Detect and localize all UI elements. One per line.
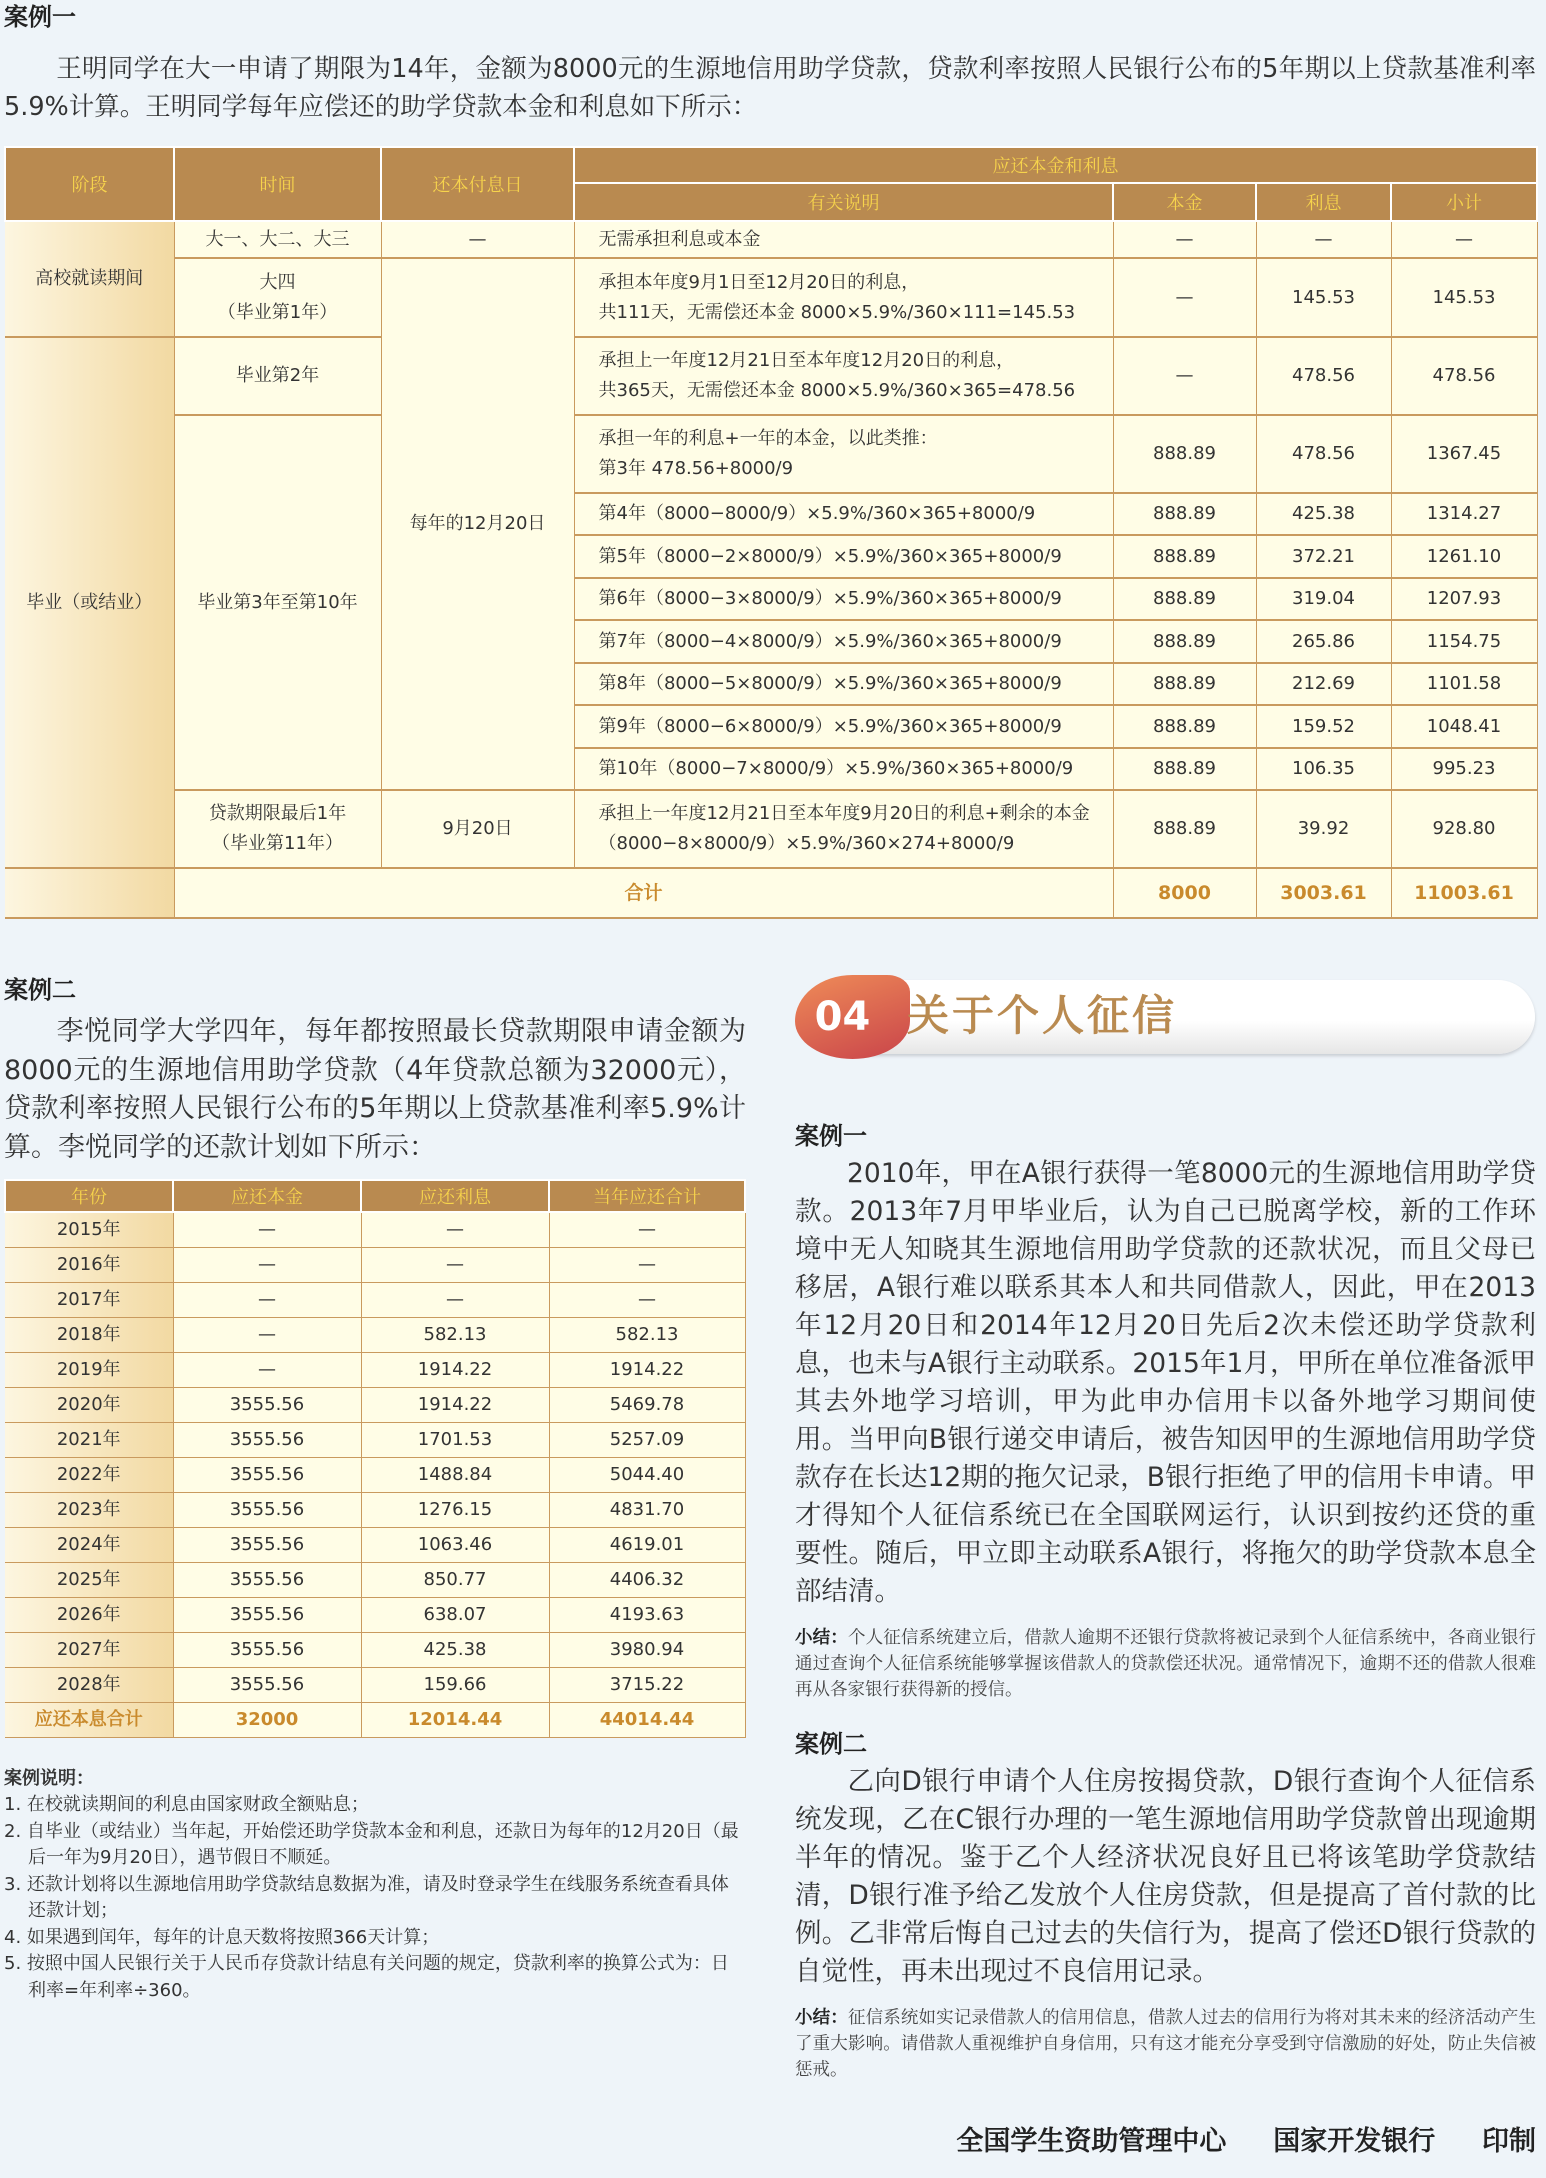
- subtotal-cell: 995.23: [1391, 748, 1537, 790]
- year-cell: 2027年: [5, 1632, 173, 1667]
- case1-heading: 案例一: [4, 3, 76, 31]
- stage-cell: 毕业（或结业）: [5, 337, 174, 868]
- subtotal-cell: 1207.93: [1391, 578, 1537, 620]
- credit-case2-paragraph: [795, 1763, 1536, 1991]
- credit-case1-summary: [795, 1625, 1536, 1703]
- subtotal-cell: 145.53: [1391, 258, 1537, 337]
- left-column: [4, 975, 746, 2158]
- table-row: [5, 1562, 745, 1597]
- interest-cell: 159.52: [1256, 705, 1391, 748]
- principal-cell: —: [173, 1212, 361, 1247]
- total-cell: 3980.94: [549, 1632, 745, 1667]
- header-stage: 阶段: [5, 147, 174, 221]
- interest-cell: 478.56: [1256, 415, 1391, 493]
- interest-cell: 1488.84: [361, 1457, 549, 1492]
- desc-line: 承担本年度9月1日至12月20日的利息，: [598, 271, 920, 293]
- interest-cell: 145.53: [1256, 258, 1391, 337]
- stage-cell: 高校就读期间: [5, 221, 174, 337]
- desc-line: （8000−8×8000/9）×5.9%/360×274+8000/9: [598, 833, 1015, 854]
- notes-title: 案例说明：: [4, 1767, 94, 1789]
- note-item: 3. 还款计划将以生源地信用助学贷款结息数据为准，请及时登录学生在线服务系统查看具体还款计划；: [4, 1873, 729, 1921]
- principal-cell: 3555.56: [173, 1492, 361, 1527]
- total-stage-cell: [5, 868, 174, 918]
- credit-case1-heading: 案例一: [795, 1122, 867, 1150]
- interest-cell: 12014.44: [361, 1702, 549, 1737]
- table-row: [5, 337, 1537, 415]
- desc-cell: [574, 337, 1113, 415]
- desc-line: 第6年（8000−3×8000/9）×5.9%/360×365+8000/9: [598, 588, 1062, 609]
- table-row: [5, 258, 1537, 337]
- total-cell: 5257.09: [549, 1422, 745, 1457]
- repayment-table-case1: [4, 146, 1538, 919]
- desc-line: 共111天，无需偿还本金 8000×5.9%/360×111=145.53: [598, 301, 1076, 323]
- time-line: 毕业第2年: [235, 365, 320, 386]
- date-cell: 9月20日: [381, 790, 574, 868]
- desc-cell: [574, 705, 1113, 748]
- table-row: [5, 1457, 745, 1492]
- year-cell: 2015年: [5, 1212, 173, 1247]
- year-cell: 2021年: [5, 1422, 173, 1457]
- date-cell: —: [381, 221, 574, 258]
- header-time: 时间: [174, 147, 381, 221]
- section-number-badge: 04: [795, 975, 910, 1059]
- subtotal-cell: 1101.58: [1391, 663, 1537, 705]
- credit-case1-text: 2010年，甲在A银行获得一笔8000元的生源地信用助学贷款。2013年7月甲毕业后，认为自己已脱离学校，新的工作环境中无人知晓其生源地信用助学贷款的还款状况，而且父母已移居，A银行难以联系其本人和共同借款人，因此，甲在2013年12月20日和2014年12月20日先后2次未偿还助学贷款利息，也未与A银行主动联系。2015年1月，甲所在单位准备派甲其去外地学习培训，甲为此申办信用卡以备外地学习期间使用。当甲向B银行递交申请后，被告知因甲的生源地信用助学贷款存在长达12期的拖欠记录，B银行拒绝了甲的信用卡申请。甲才得知个人征信系统已在全国联网运行，认识到按约还贷的重要性。随后，甲立即主动联系A银行，将拖欠的助学贷款本息全部结清。: [795, 1158, 1536, 1607]
- principal-cell: —: [173, 1317, 361, 1352]
- table-row: [5, 1597, 745, 1632]
- desc-line: 无需承担利息或本金: [598, 228, 761, 250]
- subtotal-cell: 1367.45: [1391, 415, 1537, 493]
- desc-line: 第7年（8000−4×8000/9）×5.9%/360×365+8000/9: [598, 630, 1062, 652]
- time-line: 毕业第3年至第10年: [197, 591, 358, 613]
- principal-cell: 3555.56: [173, 1387, 361, 1422]
- case1-paragraph: [4, 50, 1536, 126]
- interest-cell: 159.66: [361, 1667, 549, 1702]
- credit-case2-text: 乙向D银行申请个人住房按揭贷款，D银行查询个人征信系统发现，乙在C银行办理的一笔生源地信用助学贷款曾出现逾期半年的情况。鉴于乙个人经济状况良好且已将该笔助学贷款结清，D银行准予给乙发放个人住房贷款，但是提高了首付款的比例。乙非常后悔自己过去的失信行为，提高了偿还D银行贷款的自觉性，再未出现过不良信用记录。: [795, 1766, 1536, 1987]
- header-col-3: 当年应还合计: [549, 1180, 745, 1212]
- principal-cell: 888.89: [1113, 620, 1256, 663]
- interest-cell: —: [361, 1247, 549, 1282]
- desc-cell: [574, 535, 1113, 578]
- repayment-table-case2: [4, 1179, 746, 1738]
- table-row: [5, 1632, 745, 1667]
- desc-line: 第10年（8000−7×8000/9）×5.9%/360×365+8000/9: [598, 758, 1074, 779]
- desc-line: 承担一年的利息+一年的本金，以此类推：: [598, 428, 938, 449]
- total-cell: —: [549, 1282, 745, 1317]
- total-cell: —: [549, 1247, 745, 1282]
- date-cell: 每年的12月20日: [381, 258, 574, 790]
- desc-line: 第4年（8000−8000/9）×5.9%/360×365+8000/9: [598, 503, 1036, 524]
- total-cell: —: [549, 1212, 745, 1247]
- subtotal-cell: —: [1391, 221, 1537, 258]
- note-item: 1. 在校就读期间的利息由国家财政全额贴息；: [4, 1794, 369, 1815]
- subtotal-cell: 1314.27: [1391, 493, 1537, 535]
- principal-cell: 3555.56: [173, 1667, 361, 1702]
- principal-cell: 888.89: [1113, 705, 1256, 748]
- principal-cell: —: [173, 1247, 361, 1282]
- summary-label: 小结：: [795, 1628, 848, 1648]
- note-item: 4. 如果遇到闰年，每年的计息天数将按照366天计算；: [4, 1926, 440, 1948]
- principal-cell: 888.89: [1113, 578, 1256, 620]
- desc-cell: [574, 493, 1113, 535]
- case1-paragraph-text: 王明同学在大一申请了期限为14年，金额为8000元的生源地信用助学贷款，贷款利率按照人民银行公布的5年期以上贷款基准利率5.9%计算。王明同学每年应偿还的助学贷款本金和利息如下所示：: [4, 54, 1536, 122]
- interest-cell: 372.21: [1256, 535, 1391, 578]
- total-principal: 8000: [1113, 868, 1256, 918]
- table-row: [5, 1317, 745, 1352]
- principal-cell: 888.89: [1113, 790, 1256, 868]
- time-line: 大四: [259, 271, 296, 293]
- year-cell: 2016年: [5, 1247, 173, 1282]
- total-cell: 4406.32: [549, 1562, 745, 1597]
- table-row: [5, 221, 1537, 258]
- header-date: 还本付息日: [381, 147, 574, 221]
- principal-cell: —: [1113, 258, 1256, 337]
- case2-paragraph-text: 李悦同学大学四年，每年都按照最长贷款期限申请金额为8000元的生源地信用助学贷款（4年贷款总额为32000元），贷款利率按照人民银行公布的5年期以上贷款基准利率5.9%计算。李悦同学的还款计划如下所示：: [4, 1016, 746, 1163]
- time-line: （毕业第1年）: [217, 301, 338, 323]
- year-cell: 2028年: [5, 1667, 173, 1702]
- time-cell: [174, 790, 381, 868]
- principal-cell: 3555.56: [173, 1527, 361, 1562]
- interest-cell: 638.07: [361, 1597, 549, 1632]
- total-cell: 1914.22: [549, 1352, 745, 1387]
- time-cell: [174, 258, 381, 337]
- interest-cell: 1914.22: [361, 1387, 549, 1422]
- footer-publisher: 全国学生资助管理中心 国家开发银行 印制: [956, 2126, 1536, 2157]
- total-cell: 4193.63: [549, 1597, 745, 1632]
- total-cell: 582.13: [549, 1317, 745, 1352]
- table-row: [5, 1492, 745, 1527]
- table-row: [5, 1212, 745, 1247]
- right-column: [795, 975, 1536, 2158]
- interest-cell: 212.69: [1256, 663, 1391, 705]
- time-line: （毕业第11年）: [212, 833, 343, 854]
- credit-case1-paragraph: [795, 1155, 1536, 1611]
- time-cell: [174, 415, 381, 790]
- desc-cell: [574, 748, 1113, 790]
- desc-cell: [574, 790, 1113, 868]
- table-row: [5, 1422, 745, 1457]
- interest-cell: 1701.53: [361, 1422, 549, 1457]
- total-cell: 44014.44: [549, 1702, 745, 1737]
- principal-cell: 888.89: [1113, 663, 1256, 705]
- desc-line: 第9年（8000−6×8000/9）×5.9%/360×365+8000/9: [598, 715, 1062, 737]
- principal-cell: 888.89: [1113, 415, 1256, 493]
- principal-cell: 3555.56: [173, 1562, 361, 1597]
- desc-cell: [574, 221, 1113, 258]
- desc-line: 共365天，无需偿还本金 8000×5.9%/360×365=478.56: [598, 380, 1076, 401]
- interest-cell: 425.38: [361, 1632, 549, 1667]
- subtotal-cell: 928.80: [1391, 790, 1537, 868]
- header-desc: 有关说明: [574, 183, 1113, 221]
- desc-line: 第5年（8000−2×8000/9）×5.9%/360×365+8000/9: [598, 545, 1062, 567]
- header-col-0: 年份: [5, 1180, 173, 1212]
- desc-line: 第3年 478.56+8000/9: [598, 458, 794, 479]
- total-label: 合计: [174, 868, 1113, 918]
- total-cell: 5044.40: [549, 1457, 745, 1492]
- table-row: [5, 415, 1537, 493]
- table-row: [5, 1667, 745, 1702]
- principal-cell: 888.89: [1113, 535, 1256, 578]
- desc-cell: [574, 663, 1113, 705]
- year-cell: 2023年: [5, 1492, 173, 1527]
- interest-cell: 319.04: [1256, 578, 1391, 620]
- principal-cell: 888.89: [1113, 748, 1256, 790]
- year-cell: 2024年: [5, 1527, 173, 1562]
- header-col-1: 应还本金: [173, 1180, 361, 1212]
- desc-line: 承担上一年度12月21日至本年度9月20日的利息+剩余的本金: [598, 803, 1090, 824]
- time-cell: [174, 337, 381, 415]
- header-principal: 本金: [1113, 183, 1256, 221]
- year-cell: 2022年: [5, 1457, 173, 1492]
- interest-cell: 106.35: [1256, 748, 1391, 790]
- total-row: [5, 1702, 745, 1737]
- credit-case2-summary: [795, 2005, 1536, 2083]
- case2-paragraph: [4, 1013, 746, 1167]
- table-row: [5, 1247, 745, 1282]
- principal-cell: —: [173, 1282, 361, 1317]
- header-col-2: 应还利息: [361, 1180, 549, 1212]
- principal-cell: —: [1113, 221, 1256, 258]
- subtotal-cell: 478.56: [1391, 337, 1537, 415]
- year-cell: 2025年: [5, 1562, 173, 1597]
- total-cell: 5469.78: [549, 1387, 745, 1422]
- case2-heading: 案例二: [4, 976, 76, 1004]
- case-notes: [4, 1766, 746, 2005]
- interest-cell: 1914.22: [361, 1352, 549, 1387]
- interest-cell: 478.56: [1256, 337, 1391, 415]
- interest-cell: —: [361, 1282, 549, 1317]
- principal-cell: 32000: [173, 1702, 361, 1737]
- table-row: [5, 1527, 745, 1562]
- summary-text: 征信系统如实记录借款人的信用信息，借款人过去的信用行为将对其未来的经济活动产生了重大影响。请借款人重视维护自身信用，只有这才能充分享受到守信激励的好处，防止失信被惩戒。: [795, 2008, 1537, 2080]
- desc-line: 第8年（8000−5×8000/9）×5.9%/360×365+8000/9: [598, 673, 1062, 694]
- time-line: 贷款期限最后1年: [208, 803, 347, 824]
- summary-text: 个人征信系统建立后，借款人逾期不还银行贷款将被记录到个人征信系统中，各商业银行通过查询个人征信系统能够掌握该借款人的贷款偿还状况。通常情况下，逾期不还的借款人很难再从各家银行获得新的授信。: [795, 1628, 1537, 1700]
- total-interest: 3003.61: [1256, 868, 1391, 918]
- time-cell: [174, 221, 381, 258]
- header-group: 应还本金和利息: [574, 147, 1537, 183]
- principal-cell: —: [173, 1352, 361, 1387]
- desc-cell: [574, 620, 1113, 663]
- interest-cell: 1276.15: [361, 1492, 549, 1527]
- table-row: [5, 1352, 745, 1387]
- year-cell: 2026年: [5, 1597, 173, 1632]
- principal-cell: 3555.56: [173, 1597, 361, 1632]
- principal-cell: 888.89: [1113, 493, 1256, 535]
- section-title: 关于个人征信: [907, 991, 1178, 1040]
- summary-label: 小结：: [795, 2008, 848, 2028]
- principal-cell: —: [1113, 337, 1256, 415]
- principal-cell: 3555.56: [173, 1457, 361, 1492]
- credit-case2-heading: 案例二: [795, 1730, 867, 1758]
- note-item: 5. 按照中国人民银行关于人民币存贷款计结息有关问题的规定，贷款利率的换算公式为：日利率=年利率÷360。: [4, 1953, 729, 2001]
- interest-cell: 850.77: [361, 1562, 549, 1597]
- note-item: 2. 自毕业（或结业）当年起，开始偿还助学贷款本金和利息，还款日为每年的12月20日（最后一年为9月20日），遇节假日不顺延。: [4, 1820, 739, 1868]
- year-cell: 2020年: [5, 1387, 173, 1422]
- desc-line: 承担上一年度12月21日至本年度12月20日的利息，: [598, 350, 1015, 371]
- subtotal-cell: 1154.75: [1391, 620, 1537, 663]
- year-cell: 2018年: [5, 1317, 173, 1352]
- table-row: [5, 790, 1537, 868]
- year-cell: 2017年: [5, 1282, 173, 1317]
- principal-cell: 3555.56: [173, 1422, 361, 1457]
- total-cell: 4619.01: [549, 1527, 745, 1562]
- year-cell: 应还本息合计: [5, 1702, 173, 1737]
- table-row: [5, 1387, 745, 1422]
- case1-section: [0, 0, 1546, 919]
- total-row: [5, 868, 1537, 918]
- total-cell: 3715.22: [549, 1667, 745, 1702]
- interest-cell: 425.38: [1256, 493, 1391, 535]
- desc-cell: [574, 578, 1113, 620]
- interest-cell: —: [361, 1212, 549, 1247]
- time-line: 大一、大二、大三: [205, 228, 350, 250]
- section-banner: [795, 975, 1535, 1059]
- subtotal-cell: 1048.41: [1391, 705, 1537, 748]
- principal-cell: 3555.56: [173, 1632, 361, 1667]
- table-row: [5, 1282, 745, 1317]
- interest-cell: 265.86: [1256, 620, 1391, 663]
- total-cell: 4831.70: [549, 1492, 745, 1527]
- interest-cell: 582.13: [361, 1317, 549, 1352]
- desc-cell: [574, 415, 1113, 493]
- header-interest: 利息: [1256, 183, 1391, 221]
- year-cell: 2019年: [5, 1352, 173, 1387]
- desc-cell: [574, 258, 1113, 337]
- header-subtotal: 小计: [1391, 183, 1537, 221]
- interest-cell: 1063.46: [361, 1527, 549, 1562]
- total-subtotal: 11003.61: [1391, 868, 1537, 918]
- interest-cell: —: [1256, 221, 1391, 258]
- interest-cell: 39.92: [1256, 790, 1391, 868]
- subtotal-cell: 1261.10: [1391, 535, 1537, 578]
- two-column-area: [0, 975, 1546, 2178]
